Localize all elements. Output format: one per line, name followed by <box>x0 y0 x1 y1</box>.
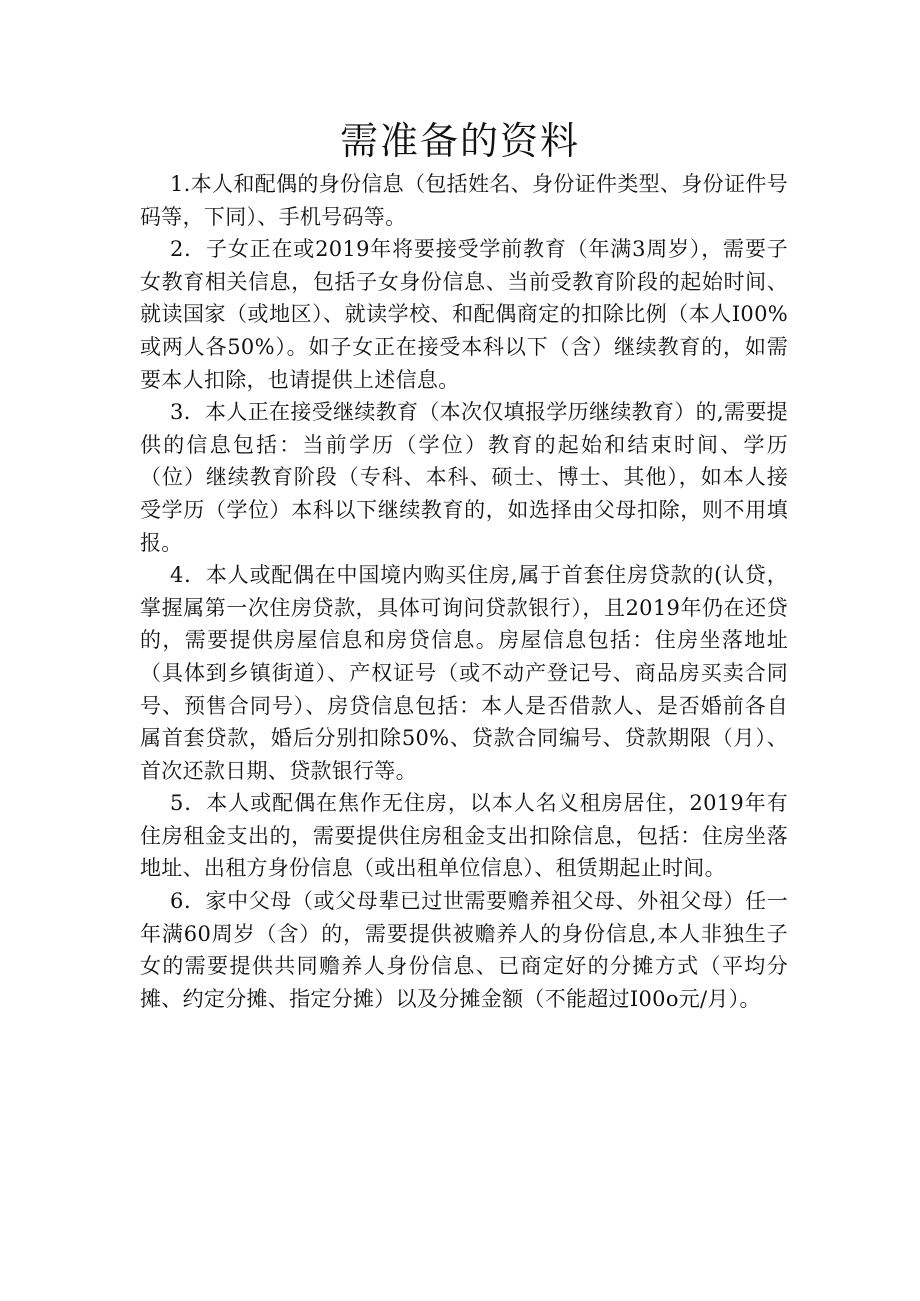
paragraph-elderly-support: 6．家中父母（或父母辈已过世需要赡养祖父母、外祖父母）任一年满60周岁（含）的，需要提供被赡养人的身份信息,本人非独生子女的需要提供共同赡养人身份信息、已商定好的分摊方式（平均分摊、约定分摊、指定分摊）以及分摊金额（不能超过I00o元/月）。 <box>140 889 788 1011</box>
paragraph-continuing-education: 3．本人正在接受继续教育（本次仅填报学历继续教育）的,需要提供的信息包括：当前学历（学位）教育的起始和结束时间、学历（位）继续教育阶段（专科、本科、硕士、博士、其他），如本人接受学历（学位）本科以下继续教育的，如选择由父母扣除，则不用填报。 <box>140 400 788 555</box>
paragraph-identity-info: 1.本人和配偶的身份信息（包括姓名、身份证件类型、身份证件号码等，下同）、手机号码等。 <box>140 172 788 229</box>
paragraph-housing-loan: 4．本人或配偶在中国境内购买住房,属于首套住房贷款的(认贷，掌握属第一次住房贷款，具体可询问贷款银行），且2019年仍在还贷的，需要提供房屋信息和房贷信息。房屋信息包括：住房坐落地址（具体到乡镇街道）、产权证号（或不动产登记号、商品房买卖合同号、预售合同号）、房贷信息包括：本人是否借款人、是否婚前各自属首套贷款，婚后分别扣除50%、贷款合同编号、贷款期限（月）、首次还款日期、贷款银行等。 <box>140 563 788 783</box>
paragraph-housing-rent: 5．本人或配偶在焦作无住房，以本人名义租房居住，2019年有住房租金支出的，需要提供住房租金支出扣除信息，包括：住房坐落地址、出租方身份信息（或出租单位信息）、租赁期起止时间。 <box>140 791 788 881</box>
document-title: 需准备的资料 <box>339 119 580 163</box>
paragraph-child-education: 2．子女正在或2019年将要接受学前教育（年满3周岁），需要子女教育相关信息，包括子女身份信息、当前受教育阶段的起始时间、就读国家（或地区）、就读学校、和配偶商定的扣除比例（本人I00%或两人各50%）。如子女正在接受本科以下（含）继续教育的，如需要本人扣除，也请提供上述信息。 <box>140 237 788 392</box>
document-body <box>140 168 788 1015</box>
